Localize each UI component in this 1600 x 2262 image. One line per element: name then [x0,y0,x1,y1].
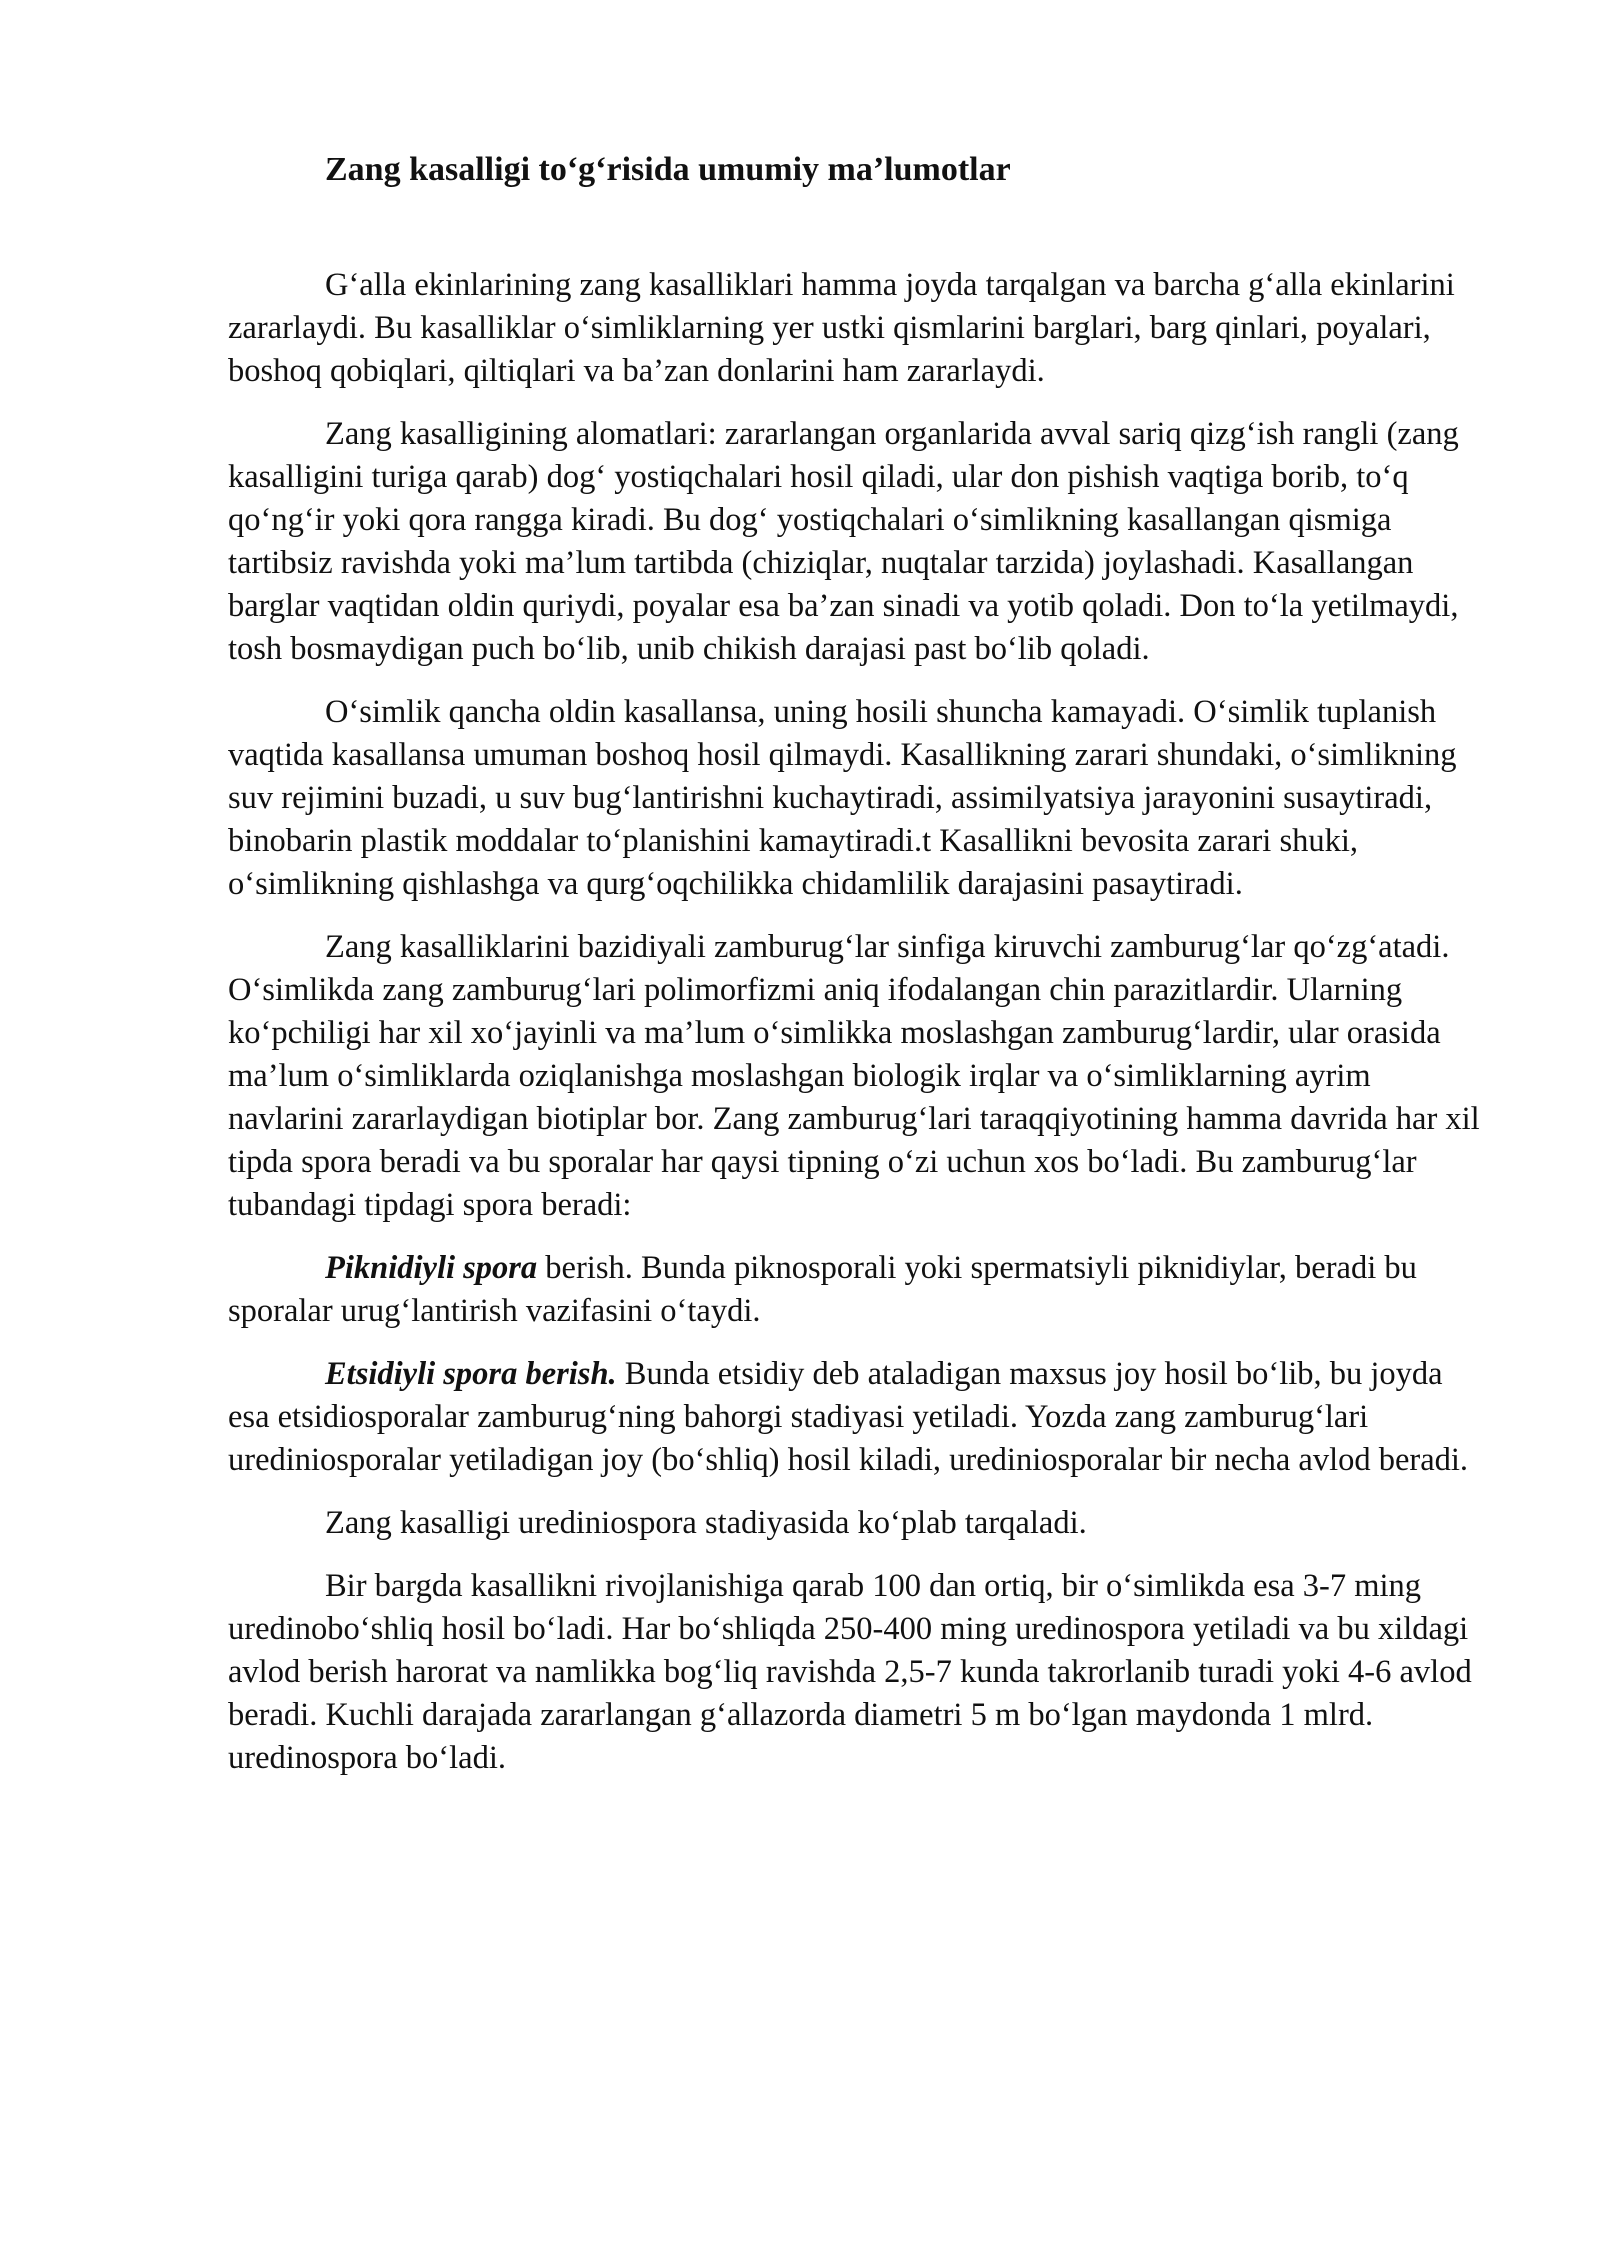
paragraph-text: Zang kasalligining alomatlari: zararlangan organlarida avval sariq qizg‘ish rangli (zang kasalligini turiga qarab) dog‘ yostiqchalari hosil qiladi, ular don pishish vaqtiga borib, to‘q qo‘ng‘ir yoki qora rangga kiradi. Bu dog‘ yostiqchalari o‘simlikning kasallangan qismiga tartibsiz ravishda yoki ma’lum tartibda (chiziqlar, nuqtalar tarzida) joylashadi. Kasallangan barglar vaqtidan oldin quriydi, poyalar esa ba’zan sinadi va yotib qoladi. Don to‘la yetilmaydi, tosh bosmaydigan puch bo‘lib, unib chikish darajasi past bo‘lib qoladi. [228,416,1459,667]
paragraph [228,1353,1484,1482]
document-page [228,148,1484,1800]
paragraph-text: Bir bargda kasallikni rivojlanishiga qarab 100 dan ortiq, bir o‘simlikda esa 3-7 ming uredinobo‘shliq hosil bo‘ladi. Har bo‘shliqda 250-400 ming uredinospora yetiladi va bu xildagi avlod berish harorat va namlikka bog‘liq ravishda 2,5-7 kunda takrorlanib turadi yoki 4-6 avlod beradi. Kuchli darajada zararlangan g‘allazorda diametri 5 m bo‘lgan maydonda 1 mlrd. uredinospora bo‘ladi. [228,1568,1472,1776]
paragraph [228,1247,1484,1333]
paragraph-text: Bunda etsidiy deb ataladigan maxsus joy hosil bo‘lib, bu joyda esa etsidiosporalar zamburug‘ning bahorgi stadiyasi yetiladi. Yozda zang zamburug‘lari urediniosporalar yetiladigan joy (bo‘shliq) hosil kiladi, urediniosporalar bir necha avlod beradi. [228,1356,1469,1478]
document-title: Zang kasalligi to‘g‘risida umumiy ma’lumotlar [325,151,1011,188]
paragraph-text: Zang kasalliklarini bazidiyali zamburug‘lar sinfiga kiruvchi zamburug‘lar qo‘zg‘atadi. O‘simlikda zang zamburug‘lari polimorfizmi aniq ifodalangan chin parazitlardir. Ularning ko‘pchiligi har xil xo‘jayinli va ma’lum o‘simlikka moslashgan zamburug‘lardir, ular orasida ma’lum o‘simliklarda oziqlanishga moslashgan biologik irqlar va o‘simliklarning ayrim navlarini zararlaydigan biotiplar bor. Zang zamburug‘lari taraqqiyotining hamma davrida har xil tipda spora beradi va bu sporalar har qaysi tipning o‘zi uchun xos bo‘ladi. Bu zamburug‘lar tubandagi tipdagi spora beradi: [228,929,1480,1223]
paragraph [228,926,1484,1227]
paragraph-lead-term: Piknidiyli spora [325,1250,538,1286]
document-body [228,264,1484,1780]
paragraph [228,1502,1484,1545]
paragraph-text: O‘simlik qancha oldin kasallansa, uning hosili shuncha kamayadi. O‘simlik tuplanish vaqtida kasallansa umuman boshoq hosil qilmaydi. Kasallikning zarari shundaki, o‘simlikning suv rejimini buzadi, u suv bug‘lantirishni kuchaytiradi, assimilyatsiya jarayonini susaytiradi, binobarin plastik moddalar to‘planishini kamaytiradi.t Kasallikni bevosita zarari shuki, o‘simlikning qishlashga va qurg‘oqchilikka chidamlilik darajasini pasaytiradi. [228,694,1457,902]
paragraph-text: G‘alla ekinlarining zang kasalliklari hamma joyda tarqalgan va barcha g‘alla ekinlarini zararlaydi. Bu kasalliklar o‘simliklarning yer ustki qismlarini barglari, barg qinlari, poyalari, boshoq qobiqlari, qiltiqlari va ba’zan donlarini ham zararlaydi. [228,267,1455,389]
paragraph-text: berish. Bunda piknosporali yoki spermatsiyli piknidiylar, beradi bu sporalar urug‘lantirish vazifasini o‘taydi. [228,1250,1417,1329]
paragraph [228,1565,1484,1780]
paragraph-lead-term: Etsidiyli spora berish. [325,1356,617,1392]
paragraph [228,413,1484,671]
paragraph-text: Zang kasalligi urediniospora stadiyasida ko‘plab tarqaladi. [325,1505,1087,1541]
paragraph [228,264,1484,393]
paragraph [228,691,1484,906]
